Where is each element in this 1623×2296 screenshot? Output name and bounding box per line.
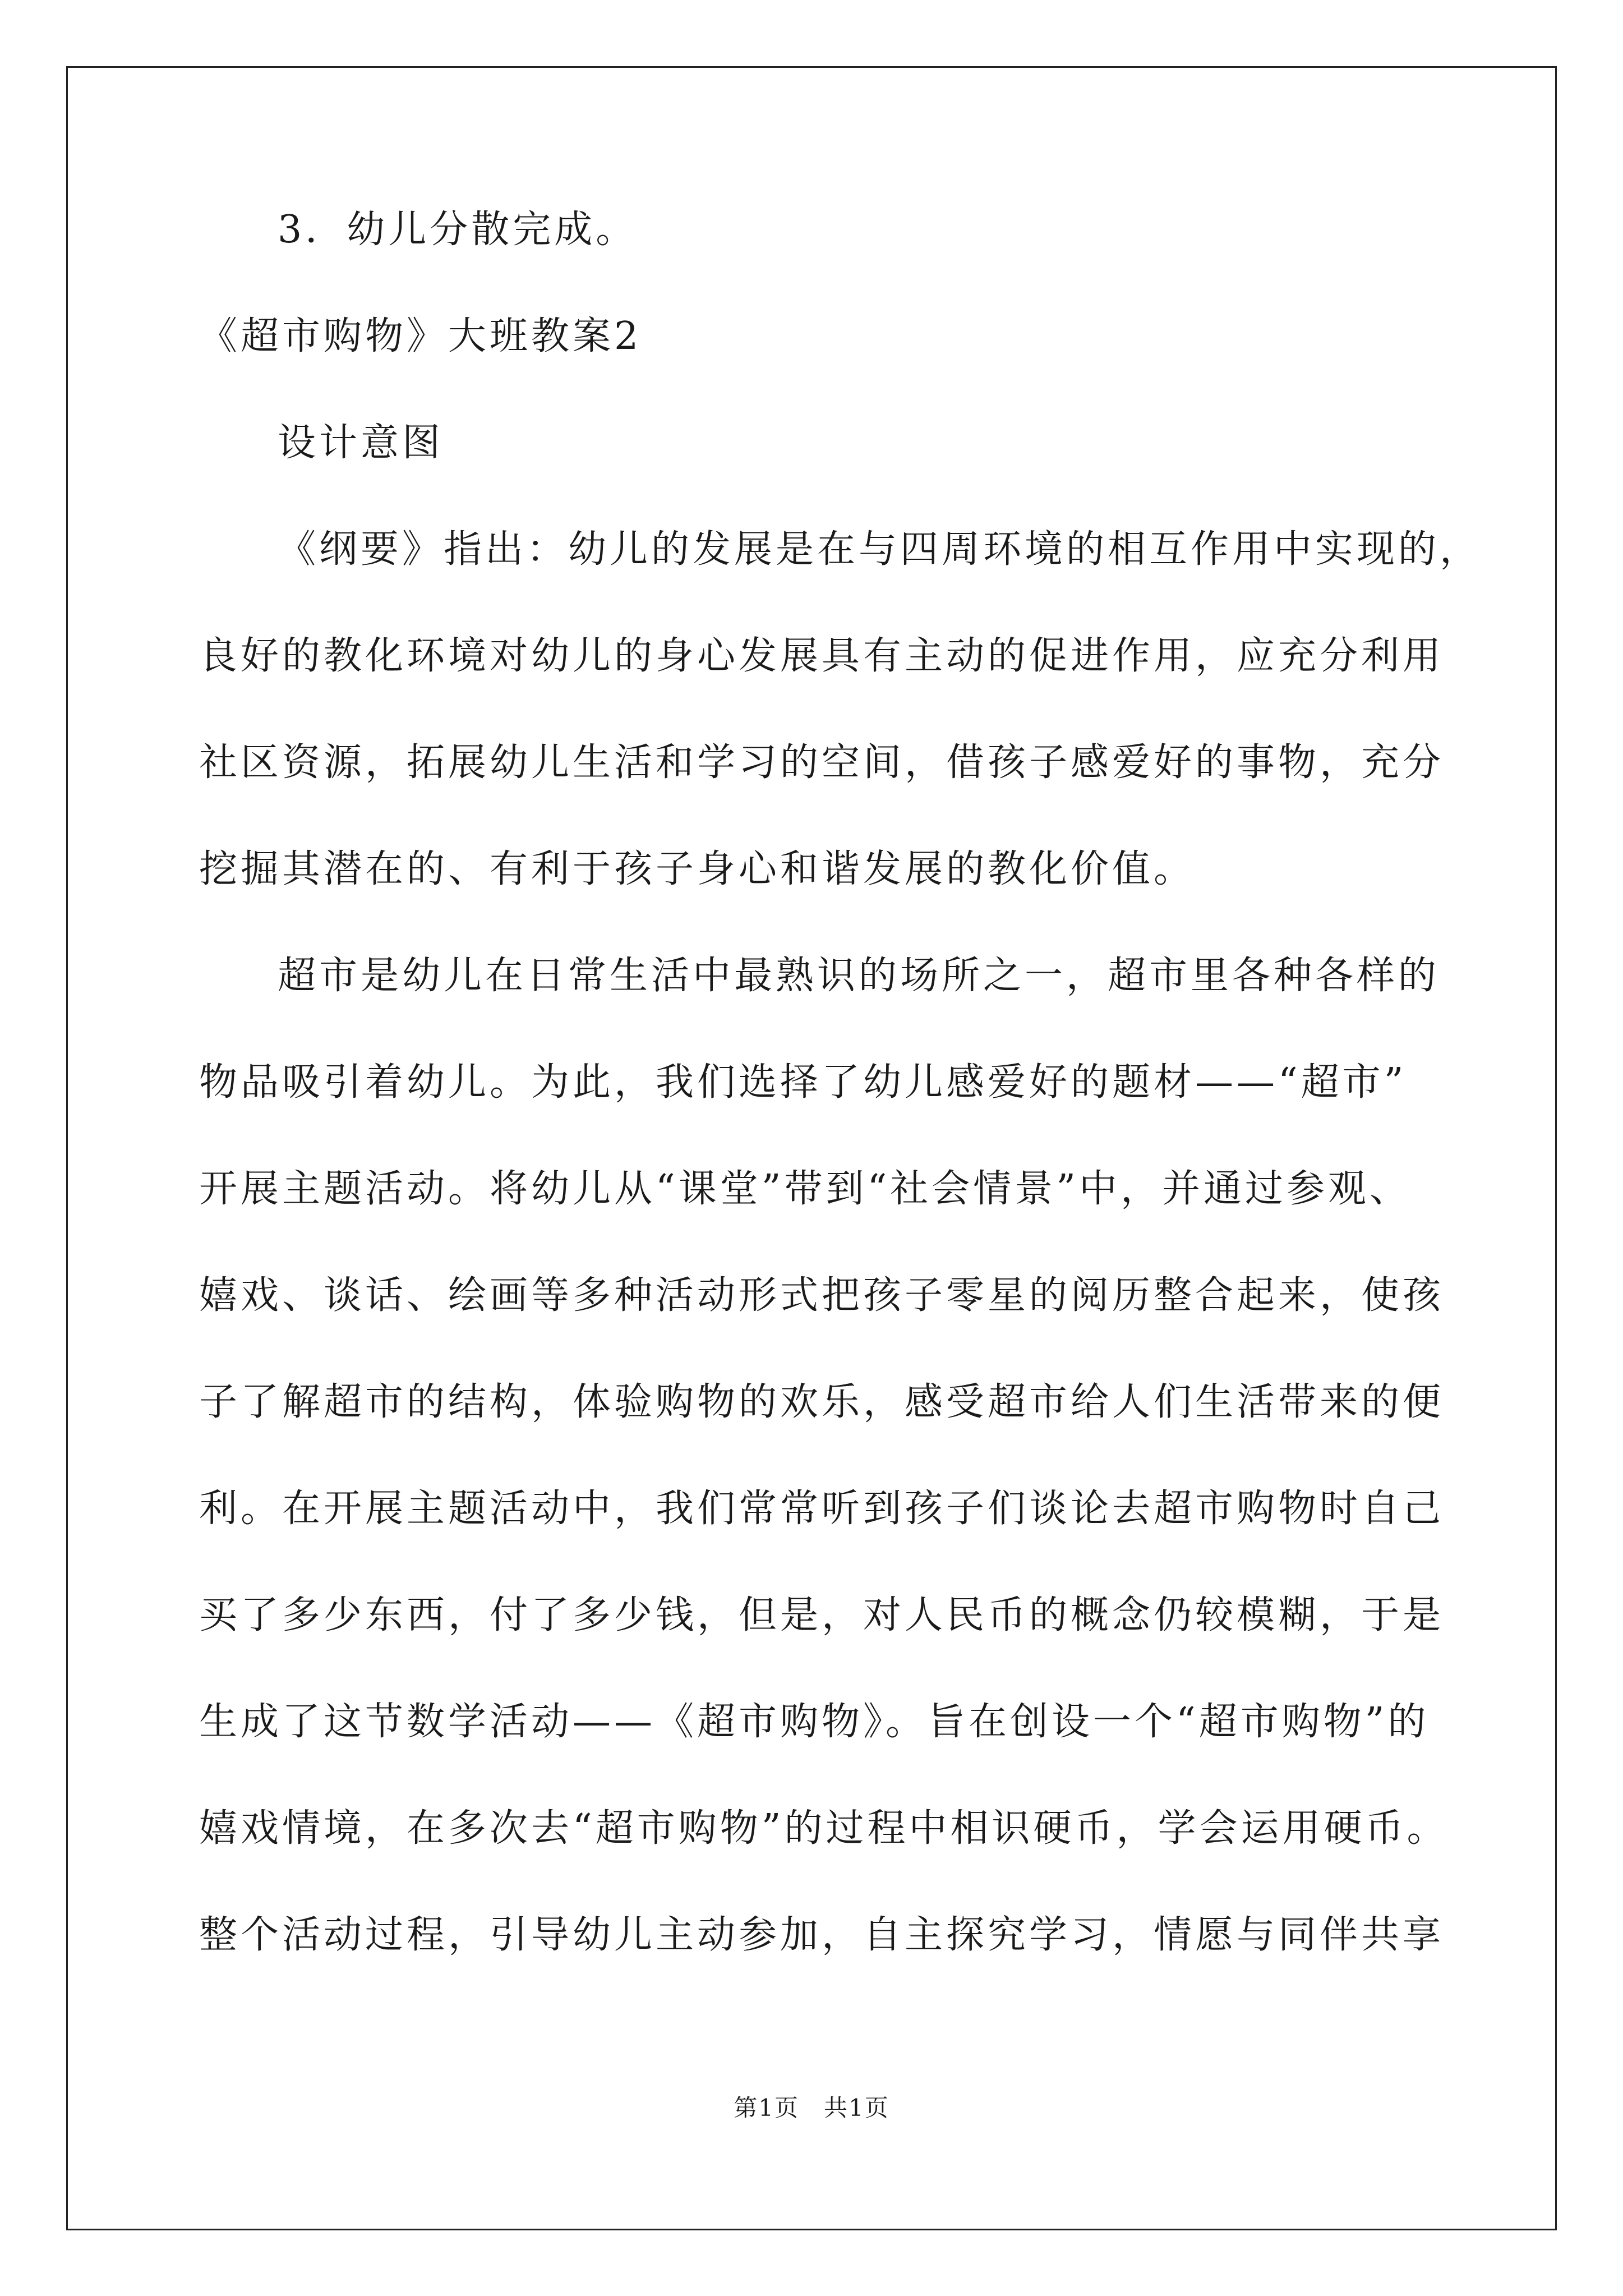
paragraph-line: 整个活动过程，引导幼儿主动参加，自主探究学习，情愿与同伴共享 <box>199 1913 1445 1957</box>
paragraph-line: 超市是幼儿在日常生活中最熟识的场所之一，超市里各种各样的 <box>278 954 1440 998</box>
paragraph-line: 买了多少东西，付了多少钱，但是，对人民币的概念仍较模糊，于是 <box>199 1593 1445 1637</box>
paragraph-line: 嬉戏、谈话、绘画等多种活动形式把孩子零星的阅历整合起来，使孩 <box>199 1273 1445 1318</box>
paragraph-line: 生成了这节数学活动——《超市购物》。旨在创设一个“超市购物”的 <box>199 1700 1430 1744</box>
paragraph-line: 利。在开展主题活动中，我们常常听到孩子们谈论去超市购物时自己 <box>199 1487 1445 1531</box>
paragraph-line: 开展主题活动。将幼儿从“课堂”带到“社会情景”中，并通过参观、 <box>199 1167 1412 1211</box>
section-heading: 《超市购物》大班教案2 <box>199 314 642 358</box>
paragraph-line: 物品吸引着幼儿。为此，我们选择了幼儿感爱好的题材——“超市” <box>199 1060 1407 1105</box>
page-border <box>66 66 1557 2230</box>
paragraph-line: 社区资源，拓展幼儿生活和学习的空间，借孩子感爱好的事物，充分 <box>199 740 1445 785</box>
subheading-design-intent: 设计意图 <box>278 421 444 465</box>
paragraph-line: 嬉戏情境，在多次去“超市购物”的过程中相识硬币，学会运用硬币。 <box>199 1806 1449 1851</box>
list-item-step-3: 3．幼儿分散完成。 <box>278 208 638 252</box>
paragraph-line: 子了解超市的结构，体验购物的欢乐，感受超市给人们生活带来的便 <box>199 1380 1445 1424</box>
page-number-footer: 第1页 共1页 <box>734 2094 889 2122</box>
paragraph-line: 良好的教化环境对幼儿的身心发展具有主动的促进作用，应充分利用 <box>199 634 1445 678</box>
paragraph-line: 《纲要》指出：幼儿的发展是在与四周环境的相互作用中实现的， <box>278 527 1482 572</box>
paragraph-line: 挖掘其潜在的、有利于孩子身心和谐发展的教化价值。 <box>199 847 1196 891</box>
